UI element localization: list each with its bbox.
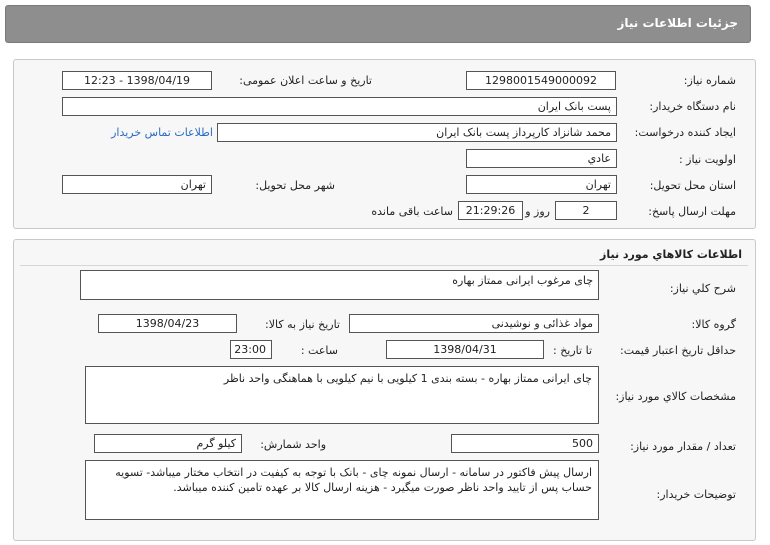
city-label: شهر محل تحویل: [255,179,335,192]
specs-label: مشخصات کالاي مورد نياز: [615,390,736,403]
buyer-org-field[interactable]: پست بانک ایران [62,97,617,116]
unit-field[interactable]: کیلو گرم [94,434,242,453]
days-field[interactable]: 2 [555,201,617,220]
city-field[interactable]: تهران [62,175,212,194]
need-number-field[interactable]: 1298001549000092 [466,71,616,90]
specs-textarea[interactable]: چای ایرانی ممتاز بهاره - بسته بندی 1 کیلویی با نیم کیلویی با هماهنگی واحد ناظر [85,366,599,424]
until-date-label: تا تاریخ : [553,344,592,357]
goods-section-title: اطلاعات کالاهاي مورد نياز [600,248,742,261]
province-label: استان محل تحویل: [649,179,736,192]
qty-label: تعداد / مقدار مورد نیاز: [630,440,736,453]
announce-date-field[interactable]: 1398/04/19 - 12:23 [62,71,212,90]
need-number-label: شماره نیاز: [683,74,736,87]
buyer-org-label: نام دستگاه خریدار: [649,100,736,113]
time-left-suffix: ساعت باقی مانده [371,205,453,218]
group-field[interactable]: مواد غذائی و نوشیدنی [349,314,599,333]
time-label: ساعت : [300,344,338,357]
group-label: گروه کالا: [691,318,736,331]
until-date-field[interactable]: 1398/04/31 [386,340,544,359]
notes-textarea[interactable]: ارسال پیش فاکتور در سامانه - ارسال نمونه چای - بانک با توجه به کیفیت در انتخاب مختار میباشد- تسویه حساب پس از تایید واحد ناظر صورت میگیرد - هزینه ارسال کالا بر عهده تامین کننده میباشد. [85,460,599,520]
days-suffix: روز و [525,205,550,218]
summary-field[interactable]: چای مرغوب ایرانی ممتاز بهاره [80,270,599,300]
need-date-field[interactable]: 1398/04/23 [98,314,237,333]
province-field[interactable]: تهران [466,175,617,194]
announce-date-label: تاریخ و ساعت اعلان عمومی: [239,74,372,87]
notes-label: توضیحات خریدار: [656,488,736,501]
page-header [5,5,751,43]
time-field[interactable]: 23:00 [230,340,272,359]
summary-label: شرح کلي نياز: [669,282,736,295]
deadline-label: مهلت ارسال پاسخ: [648,205,736,218]
buyer-contact-link[interactable]: اطلاعات تماس خریدار [111,126,213,139]
priority-field[interactable]: عادي [466,149,617,168]
min-validity-label: حداقل تاریخ اعتبار قیمت: [620,344,736,357]
qty-field[interactable]: 500 [451,434,599,453]
priority-label: اولویت نیاز : [678,153,736,166]
unit-label: واحد شمارش: [260,438,326,451]
section-divider [20,265,748,266]
need-date-label: تاریخ نیاز به کالا: [265,318,340,331]
creator-field[interactable]: محمد شانزاد کارپرداز پست بانک ایران [217,123,617,142]
time-left-field[interactable]: 21:29:26 [458,201,523,220]
page-title: جزئیات اطلاعات نیاز [617,16,738,30]
creator-label: ایجاد کننده درخواست: [634,126,736,139]
